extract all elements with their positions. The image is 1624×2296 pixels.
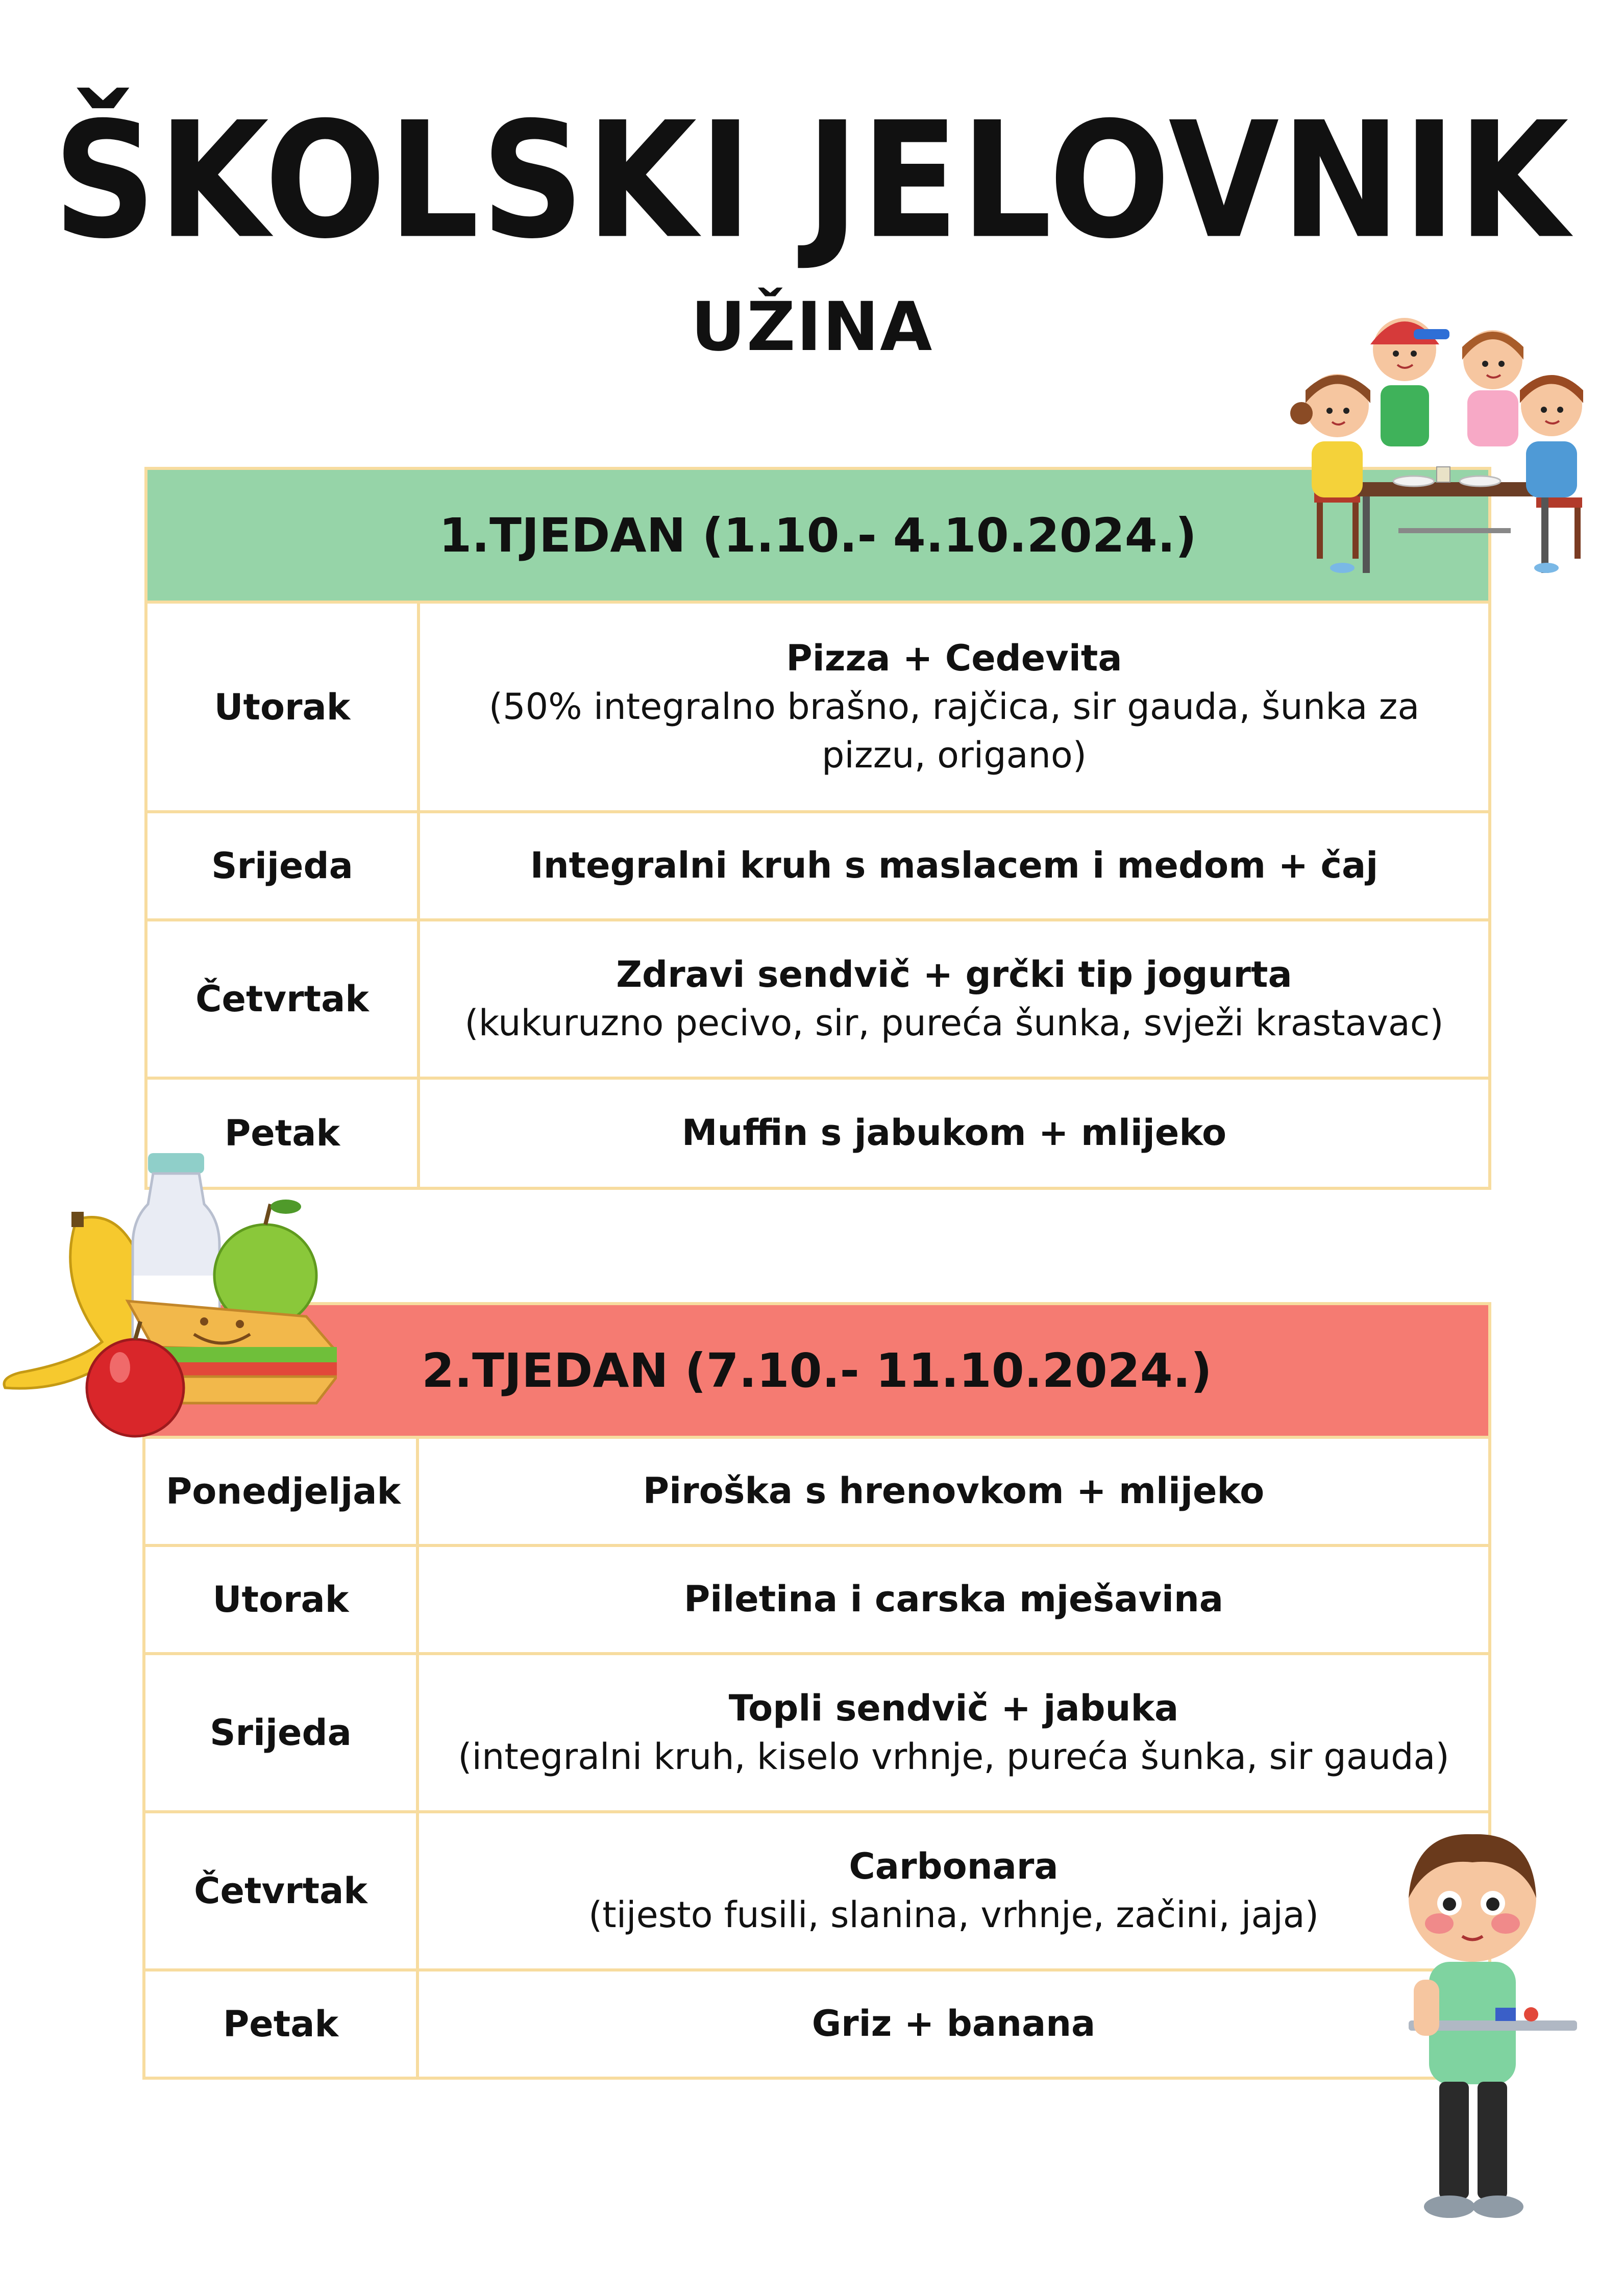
table-row	[144, 1812, 1490, 1970]
week-2-table	[142, 1302, 1491, 2080]
meal-details: (tijesto fusili, slanina, vrhnje, začini, jaja)	[588, 1894, 1319, 1936]
meal-cell	[417, 1812, 1490, 1970]
day-cell: Utorak	[144, 1545, 417, 1654]
week-1-header: 1.TJEDAN (1.10.- 4.10.2024.)	[146, 468, 1490, 602]
meal-cell	[419, 920, 1490, 1078]
meal-name: Griz + banana	[811, 2003, 1096, 2045]
table-row	[146, 602, 1490, 812]
table-row	[146, 812, 1490, 920]
kids-eating-at-table-icon	[1266, 288, 1603, 584]
meal-cell	[417, 1545, 1490, 1654]
day-cell: Srijeda	[146, 812, 419, 920]
day-cell: Ponedjeljak	[144, 1437, 417, 1545]
day-cell: Četvrtak	[146, 920, 419, 1078]
meal-name: Topli sendvič + jabuka	[728, 1687, 1179, 1729]
table-row	[144, 1437, 1490, 1545]
day-cell: Srijeda	[144, 1654, 417, 1812]
boy-with-tray-icon	[1378, 1827, 1582, 2235]
meal-cell	[417, 1437, 1490, 1545]
meal-name: Carbonara	[849, 1845, 1059, 1887]
table-row	[144, 1545, 1490, 1654]
meal-name: Piletina i carska mješavina	[683, 1578, 1224, 1620]
snack-food-icon	[0, 1148, 337, 1444]
table-row	[144, 1654, 1490, 1812]
day-cell: Četvrtak	[144, 1812, 417, 1970]
meal-cell	[419, 812, 1490, 920]
meal-name: Integralni kruh s maslacem i medom + čaj	[530, 844, 1379, 887]
meal-cell	[417, 1970, 1490, 2078]
page-title: ŠKOLSKI JELOVNIK	[53, 88, 1571, 274]
day-cell: Petak	[144, 1970, 417, 2078]
table-row	[146, 920, 1490, 1078]
meal-cell	[417, 1654, 1490, 1812]
day-cell: Petak	[146, 1078, 419, 1188]
day-cell: Utorak	[146, 602, 419, 812]
meal-name: Zdravi sendvič + grčki tip jogurta	[616, 953, 1292, 995]
meal-details: (50% integralno brašno, rajčica, sir gauda, šunka za pizzu, origano)	[488, 685, 1420, 777]
meal-name: Pizza + Cedevita	[786, 637, 1122, 679]
table-row	[144, 1970, 1490, 2078]
page-subtitle: UŽINA	[691, 288, 933, 366]
meal-details: (integralni kruh, kiselo vrhnje, pureća šunka, sir gauda)	[458, 1736, 1449, 1778]
meal-cell	[419, 1078, 1490, 1188]
meal-cell	[419, 602, 1490, 812]
meal-details: (kukuruzno pecivo, sir, pureća šunka, svježi krastavac)	[464, 1002, 1444, 1044]
meal-name: Muffin s jabukom + mlijeko	[681, 1112, 1227, 1154]
meal-name: Piroška s hrenovkom + mlijeko	[643, 1470, 1265, 1512]
week-2-header: 2.TJEDAN (7.10.- 11.10.2024.)	[144, 1304, 1490, 1437]
table-row	[146, 1078, 1490, 1188]
